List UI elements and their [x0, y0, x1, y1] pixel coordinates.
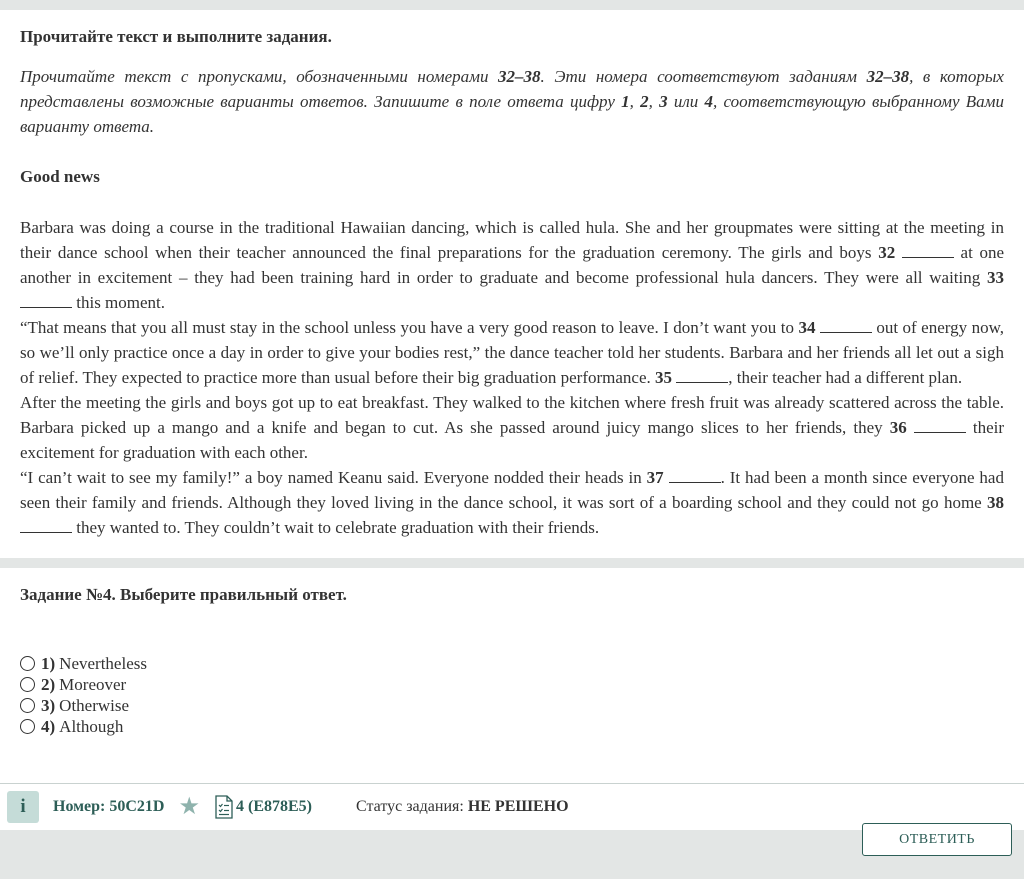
article-paragraph: Barbara was doing a course in the traditional Hawaiian dancing, which is called hula. She and her groupmates were sitting at the meeting in their dance school when their teacher announced the final preparations for the graduation ceremony. The girls and boys 32 at one another in excitement – they had been training hard in order to graduate and become professional hula dancers. They were all waiting 33 this moment. [20, 218, 1004, 312]
gap-number-38: 38 [987, 493, 1004, 512]
page-heading: Прочитайте текст и выполните задания. [20, 27, 332, 46]
option-label: Moreover [59, 674, 127, 694]
gap-number-37: 37 [646, 468, 664, 487]
range-1: 32–38 [498, 67, 541, 86]
task-number: Номер: 50C21D [53, 798, 165, 815]
article-paragraph: “That means that you all must stay in the school unless you have a very good reason to leave. I don’t want you to 34 out of energy now, so we’ll only practice once a day in order to give your bodies rest,” the dance teacher told her students. Barbara and her friends all let out a sigh of relief. They expected to practice more than usual before their big graduation performance. 35 , their teacher had a different plan. [20, 318, 1005, 387]
article-paragraph: After the meeting the girls and boys got up to eat breakfast. They walked to the kitchen where fresh fruit was already scattered across the table. Barbara picked up a mango and a knife and began to cut. As she passed around juicy mango slices to her friends, they 36 their excitement for graduation with each other. [20, 393, 1005, 462]
answer-button[interactable]: ОТВЕТИТЬ [862, 823, 1012, 856]
option-3[interactable]: 3) Otherwise [20, 695, 1004, 716]
info-icon[interactable]: i [7, 791, 39, 823]
article-paragraph: “I can’t wait to see my family!” a boy named Keanu said. Everyone nodded their heads in 37 . It had been a month since everyone had seen their family and friends. Although they loved living in the dance school, it was sort of a boarding school and they could not go home 38 they wanted to. They couldn’t wait to celebrate graduation with their friends. [20, 468, 1004, 537]
gap-blank-37 [669, 466, 721, 483]
range-2: 32–38 [866, 67, 910, 86]
bottom-bar [0, 830, 1024, 863]
star-icon[interactable]: ★ [178, 794, 200, 820]
answer-options [20, 653, 1004, 737]
option-2[interactable]: 2) Moreover [20, 674, 1004, 695]
article-title: Good news [20, 167, 100, 186]
gap-number-36: 36 [889, 418, 907, 437]
option-label: Nevertheless [59, 653, 147, 673]
gap-blank-35 [676, 366, 728, 383]
task-status: Статус задания: НЕ РЕШЕНО [356, 798, 569, 815]
task-type-link[interactable] [214, 795, 312, 819]
option-label: Otherwise [59, 695, 130, 715]
gap-number-32: 32 [878, 243, 896, 262]
radio-button[interactable] [20, 719, 35, 734]
gap-blank-36 [914, 416, 966, 433]
reading-panel [0, 10, 1024, 558]
status-value: НЕ РЕШЕНО [467, 798, 569, 815]
top-strip [0, 0, 1024, 10]
task-title: Задание №4. Выберите правильный ответ. [20, 585, 347, 604]
task-panel [0, 568, 1024, 783]
instructions: Прочитайте текст с пропусками, обозначенными номерами 32–38. Эти номера соответствуют заданиям 32–38, в которых представлены возможные варианты ответов. Запишите в поле ответа цифру 1, 2, 3 или 4, соответствующую выбранному Вами варианту ответа. [20, 67, 1005, 136]
checklist-document-icon [214, 795, 234, 819]
radio-button[interactable] [20, 677, 35, 692]
option-1[interactable]: 1) Nevertheless [20, 653, 1004, 674]
gap-number-33: 33 [987, 268, 1004, 287]
gap-blank-38 [20, 516, 72, 533]
gap-blank-34 [820, 316, 872, 333]
gap-blank-32 [902, 241, 954, 258]
gap-number-34: 34 [798, 318, 816, 337]
radio-button[interactable] [20, 656, 35, 671]
option-4[interactable]: 4) Although [20, 716, 1004, 737]
task-type-label: 4 (E878E5) [236, 798, 312, 815]
option-label: Although [59, 716, 124, 736]
section-divider [0, 558, 1024, 568]
gap-blank-33 [20, 291, 72, 308]
article-text [20, 215, 1004, 540]
radio-button[interactable] [20, 698, 35, 713]
gap-number-35: 35 [655, 368, 673, 387]
